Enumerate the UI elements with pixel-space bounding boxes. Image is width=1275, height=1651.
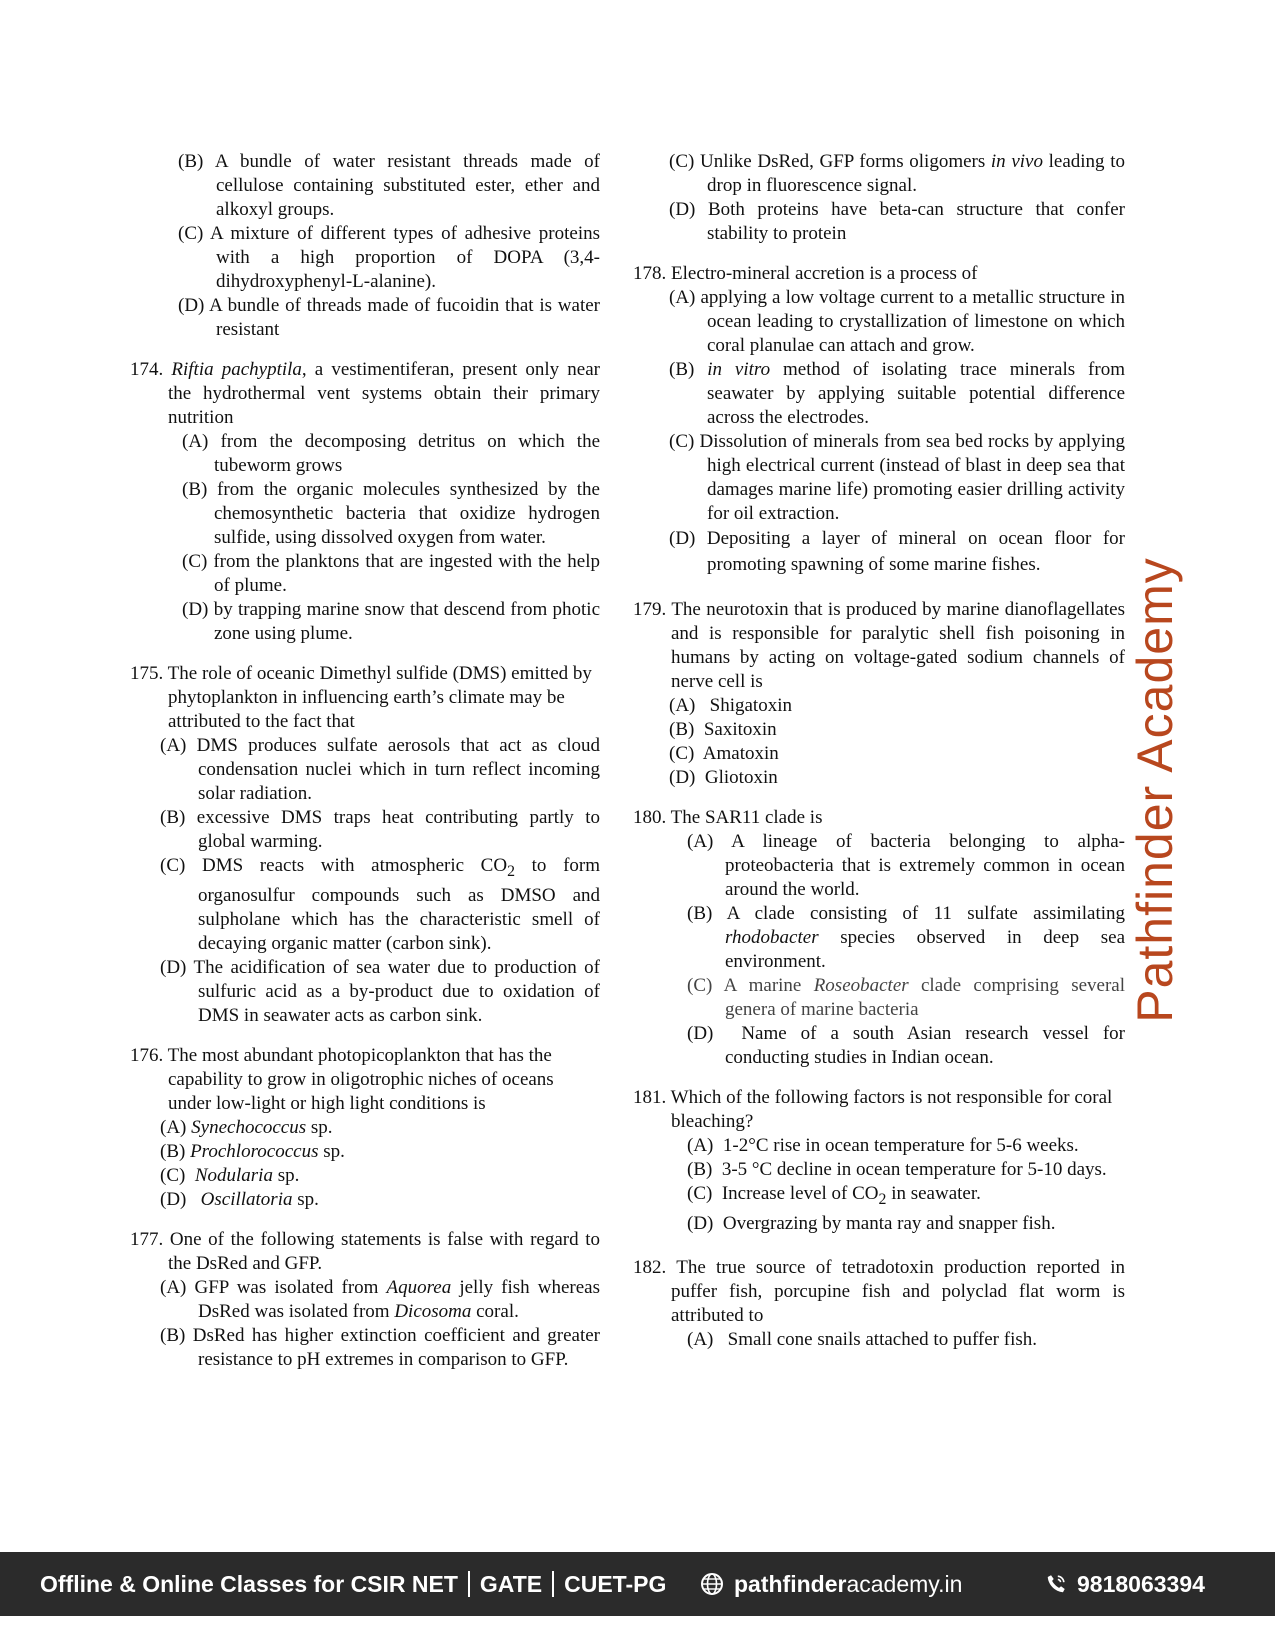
option-174-d: (D) by trapping marine snow that descend from photic zone using plume. xyxy=(182,599,601,644)
option-179-b: (B) Saxitoxin xyxy=(669,719,777,740)
question-176-options xyxy=(160,1116,600,1212)
option-181-d: (D) Overgrazing by manta ray and snapper fish. xyxy=(687,1212,1056,1234)
question-177 xyxy=(130,1228,600,1372)
question-180-options xyxy=(687,830,1125,1070)
question-181 xyxy=(633,1086,1125,1236)
option-175-d: (D) The acidification of sea water due to production of sulfuric acid as a by-product due to oxidation of DMS in seawater acts as carbon sink. xyxy=(160,956,600,1026)
footer-divider xyxy=(468,1571,470,1597)
option-176-d: (D) Oscillatoria sp. xyxy=(160,1188,319,1210)
question-174-options xyxy=(182,430,600,646)
question-179 xyxy=(633,598,1125,790)
option-179-c: (C) Amatoxin xyxy=(669,743,779,764)
option-174-a: (A) from the decomposing detritus on which the tubeworm grows xyxy=(182,431,600,476)
option-175-a: (A) DMS produces sulfate aerosols that act as cloud condensation nuclei which in turn reflect incoming solar radiation. xyxy=(160,735,600,804)
question-180-stem: 180. The SAR11 clade is xyxy=(633,807,823,828)
question-175-stem: 175. The role of oceanic Dimethyl sulfide (DMS) emitted by phytoplankton in influencing earth’s climate may be attributed to the fact that xyxy=(130,663,592,732)
footer-bar xyxy=(0,1552,1275,1616)
option-180-d: (D) Name of a south Asian research vessel for conducting studies in Indian ocean. xyxy=(687,1023,1126,1068)
option-182-a: (A) Small cone snails attached to puffer fish. xyxy=(687,1328,1038,1350)
question-178-options xyxy=(669,286,1125,578)
left-column xyxy=(130,150,600,1388)
question-177-options xyxy=(160,1276,600,1372)
question-178-stem: 178. Electro-mineral accretion is a process of xyxy=(633,263,978,284)
globe-icon xyxy=(700,1572,724,1596)
option-181-a: (A) 1-2°C rise in ocean temperature for 5-6 weeks. xyxy=(687,1135,1079,1156)
option-177-b: (B) DsRed has higher extinction coefficient and greater resistance to pH extremes in comparison to GFP. xyxy=(160,1324,600,1370)
footer-cuet-text: CUET-PG xyxy=(564,1571,667,1597)
footer-website[interactable] xyxy=(700,1552,962,1616)
footer-courses xyxy=(40,1552,666,1616)
question-176-stem: 176. The most abundant photopicoplankton that has the capability to grow in oligotrophic niches of oceans under low-light or high light conditions is xyxy=(130,1044,554,1114)
option-173-c: (C) A mixture of different types of adhesive proteins with a high proportion of DOPA (3,4-dihydroxyphenyl-L-alanine). xyxy=(178,223,601,292)
question-177-continued xyxy=(669,150,1125,246)
question-179-options xyxy=(669,694,1125,790)
footer-phone-number: 9818063394 xyxy=(1077,1571,1205,1597)
question-182-stem: 182. The true source of tetradotoxin production reported in puffer fish, porcupine fish and polyclad flat worm is attributed to xyxy=(633,1256,1125,1326)
footer-site-rest: academy.in xyxy=(846,1571,963,1597)
question-182 xyxy=(633,1256,1125,1352)
option-178-d: (D) Depositing a layer of mineral on ocean floor for promoting spawning of some marine fishes. xyxy=(669,528,1125,575)
option-179-d: (D) Gliotoxin xyxy=(669,767,778,788)
option-181-b: (B) 3-5 °C decline in ocean temperature for 5-10 days. xyxy=(687,1159,1107,1180)
footer-offer-text: Offline & Online Classes for CSIR NET xyxy=(40,1571,458,1597)
question-174-stem: 174. Riftia pachyptila, a vestimentiferan, present only near the hydrothermal vent systems obtain their primary nutrition xyxy=(130,359,600,428)
option-176-a: (A) Synechococcus sp. xyxy=(160,1116,333,1138)
option-175-b: (B) excessive DMS traps heat contributing partly to global warming. xyxy=(160,807,600,852)
option-180-a: (A) A lineage of bacteria belonging to alpha-proteobacteria that is extremely common in ocean around the world. xyxy=(687,831,1126,900)
option-173-b: (B) A bundle of water resistant threads made of cellulose containing substituted ester, ether and alkoxyl groups. xyxy=(178,151,601,220)
option-181-c: (C) Increase level of $CO_2$ in seawater. xyxy=(687,1183,981,1208)
option-174-b: (B) from the organic molecules synthesized by the chemosynthetic bacteria that oxidize hydrogen sulfide, using dissolved oxygen from water. xyxy=(182,479,600,548)
question-180 xyxy=(633,806,1125,1070)
option-174-c: (C) from the planktons that are ingested with the help of plume. xyxy=(182,551,601,596)
option-177-c: (C) Unlike DsRed, GFP forms oligomers in vivo leading to drop in fluorescence signal. xyxy=(669,151,1125,196)
option-175-c: (C) DMS reacts with atmospheric $CO_2$ to form organosulfur compounds such as DMSO and sulpholane which has the characteristic smell of decaying organic matter (carbon sink). xyxy=(160,855,601,954)
option-177-a: (A) GFP was isolated from Aquorea jelly fish whereas DsRed was isolated from Dicosoma coral. xyxy=(160,1276,600,1322)
option-176-b: (B) Prochlorococcus sp. xyxy=(160,1140,345,1162)
footer-gate-text: GATE xyxy=(479,1571,543,1597)
question-174 xyxy=(130,358,600,646)
footer-divider xyxy=(552,1571,554,1597)
question-181-stem: 181. Which of the following factors is not responsible for coral bleaching? xyxy=(633,1087,1113,1132)
option-180-b: (B) A clade consisting of 11 sulfate assimilating rhodobacter species observed in deep sea environment. xyxy=(687,903,1126,972)
question-178 xyxy=(633,262,1125,578)
option-179-a: (A) Shigatoxin xyxy=(669,695,792,716)
footer-phone[interactable] xyxy=(1045,1552,1205,1616)
footer-site-bold: pathfinder xyxy=(734,1571,847,1597)
question-182-options xyxy=(687,1328,1125,1352)
option-173-d: (D) A bundle of threads made of fucoidin that is water resistant xyxy=(178,295,600,340)
right-column xyxy=(633,150,1126,1368)
watermark-text: Pathfinder Academy xyxy=(1127,557,1183,1023)
option-178-a: (A) applying a low voltage current to a metallic structure in ocean leading to crystallization of limestone on which coral planulae can attach and grow. xyxy=(669,287,1126,356)
question-173-continued xyxy=(178,150,600,342)
question-176 xyxy=(130,1044,600,1212)
option-177-d: (D) Both proteins have beta-can structure that confer stability to protein xyxy=(669,199,1126,244)
option-180-c: (C) A marine Roseobacter clade comprising several genera of marine bacteria xyxy=(687,975,1126,1020)
question-181-options xyxy=(687,1134,1125,1236)
phone-icon xyxy=(1045,1573,1067,1595)
question-175-options xyxy=(160,734,600,1028)
question-175 xyxy=(130,662,600,1028)
option-176-c: (C) Nodularia sp. xyxy=(160,1164,300,1186)
question-177-stem: 177. One of the following statements is false with regard to the DsRed and GFP. xyxy=(130,1228,600,1274)
question-179-stem: 179. The neurotoxin that is produced by marine dianoflagellates and is responsible for paralytic shell fish poisoning in humans by acting on voltage-gated sodium channels of nerve cell is xyxy=(633,599,1125,692)
option-178-c: (C) Dissolution of minerals from sea bed rocks by applying high electrical current (instead of blast in deep sea that damages marine life) promoting easier drilling activity for oil extraction. xyxy=(669,431,1125,524)
option-178-b: (B) in vitro method of isolating trace minerals from seawater by applying suitable potential difference across the electrodes. xyxy=(669,359,1125,428)
